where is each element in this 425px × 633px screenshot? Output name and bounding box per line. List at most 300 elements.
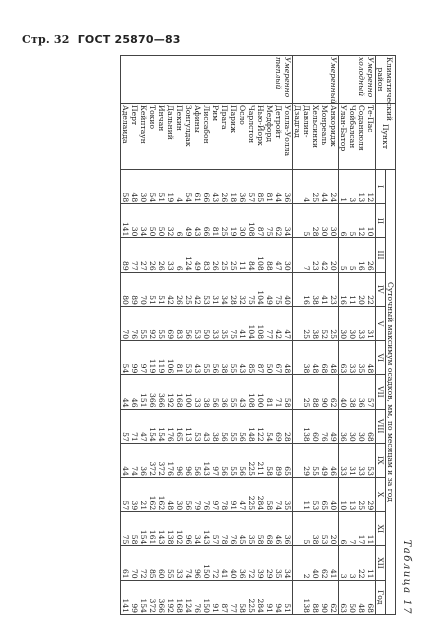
value-cell: 49 [184,226,193,237]
value-cell: 192 [166,393,175,408]
value-column [339,170,376,204]
value-cell: 60 [311,432,320,442]
value-cell: 34 [283,568,292,579]
value-cell: 85 [148,568,157,579]
value-cell: 55 [229,466,238,476]
value-cell: 38 [220,363,229,374]
value-cell: 61 [121,568,130,579]
table-row [293,56,339,615]
point-name: Афины [193,105,202,133]
value-cell: 47 [283,329,292,340]
value-cell: 56 [238,432,247,442]
value-cell: 62 [274,226,283,237]
value-column [293,409,339,443]
value-cell: 38 [348,397,357,408]
value-cell: 75 [229,329,238,340]
value-cell: 20 [329,260,338,271]
value-cell: 43 [211,192,220,203]
value-cell: 56 [184,329,193,340]
value-cell: 68 [366,603,375,613]
value-cell: 106 [166,358,175,374]
value-cell: 63 [339,603,348,613]
point-name: Аделаида [121,105,130,144]
value-cell: 50 [348,603,357,613]
value-cell: 51 [157,295,166,305]
point-name: Улан-Батор [339,105,348,152]
value-cell: 30 [329,226,338,237]
value-cell: 62 [329,397,338,408]
point-name: Нью-Йорк [256,105,265,146]
value-cell: 25 [357,500,366,511]
value-cell: 65 [320,500,329,511]
value-cell: 42 [166,295,175,305]
value-cell: 12 [357,226,366,237]
value-cell: 57 [366,397,375,408]
value-cell: 100 [256,393,265,408]
value-cell: 25 [302,397,311,408]
value-cell: 19 [166,192,175,203]
value-cell: 20 [329,534,338,545]
value-cell: 81 [211,226,220,237]
value-cell: 85 [247,363,256,374]
value-cell: 11 [348,295,357,305]
value-cell: 30 [339,329,348,340]
value-cell: 53 [202,295,211,305]
value-cell: 61 [193,192,202,203]
header-point: Пункт [376,104,396,170]
value-cell: 29 [302,466,311,476]
value-cell: 41 [329,568,338,579]
value-cell: 6 [175,231,184,237]
month-header: II [376,204,386,238]
value-cell: 372 [148,598,157,613]
point-name: Зонгулдак [184,105,193,147]
value-cell: 70 [130,568,139,579]
value-cell: 35 [220,329,229,340]
value-cell: 91 [229,500,238,511]
value-cell: 92 [148,329,157,340]
value-cell: 165 [175,427,184,442]
value-cell: 25 [302,329,311,340]
page-header [22,33,181,46]
value-cell: 168 [175,598,184,613]
value-cell: 54 [148,192,157,203]
value-cell: 16 [339,295,348,305]
value-cell: 36 [357,397,366,408]
value-cell: 138 [302,598,311,613]
value-cell: 211 [256,461,265,476]
value-cell: 192 [166,598,175,613]
point-name: Давлин-Дзадгад [293,105,311,138]
value-cell: 122 [256,427,265,442]
climate-zone: Умеренно холодный [339,56,376,104]
precipitation-table [120,55,396,615]
value-cell: 29 [265,568,274,579]
value-cell: 43 [193,363,202,374]
value-cell: 85 [256,192,265,203]
value-cell: 119 [157,358,166,374]
value-column [121,272,293,306]
value-cell: 25 [220,260,229,271]
value-cell: 372 [148,461,157,476]
value-cell: 30 [139,192,148,203]
value-cell: 102 [175,529,184,545]
value-cell: 96 [184,466,193,476]
value-cell: 25 [229,260,238,271]
value-cell: 33 [357,466,366,476]
value-cell: 89 [274,466,283,476]
header-group: Суточный максимум осадков, мм, по месяцам и за год [386,170,396,615]
value-cell: 84 [247,260,256,271]
value-column [293,512,339,546]
value-cell: 55 [157,329,166,340]
value-cell: 30 [357,432,366,442]
point-name: Пекин [175,105,184,131]
point-list [339,104,376,170]
value-cell: 40 [283,295,292,305]
value-column [339,204,376,238]
value-cell: 143 [202,529,211,545]
value-cell: 54 [265,432,274,442]
value-cell: 91 [211,603,220,613]
value-cell: 56 [220,432,229,442]
value-cell: 36 [139,466,148,476]
value-cell: 56 [184,500,193,511]
value-cell: 46 [329,466,338,476]
value-cell: 55 [139,329,148,340]
value-cell: 40 [329,500,338,511]
value-cell: 88 [265,260,274,271]
value-column [339,512,376,546]
value-cell: 108 [256,256,265,271]
value-cell: 38 [302,363,311,374]
value-cell: 48 [329,363,338,374]
value-cell: 97 [211,500,220,511]
value-cell: 56 [211,397,220,408]
value-cell: 51 [157,192,166,203]
value-cell: 108 [256,324,265,340]
value-cell: 99 [130,363,139,374]
month-header: XI [376,512,386,546]
value-cell: 104 [256,290,265,305]
point-name: Чарлстон [247,105,256,144]
value-cell: 66 [202,226,211,237]
point-name: Прага [220,105,229,130]
value-cell: 7 [348,539,357,545]
value-cell: 89 [121,260,130,271]
value-cell: 284 [256,495,265,511]
value-cell: 55 [202,363,211,374]
value-cell: 5 [302,231,311,237]
value-cell: 55 [229,363,238,374]
value-cell: 81 [175,363,184,374]
point-name: Кейптаун [139,105,148,144]
standard-code: ГОСТ 25870—83 [77,33,181,46]
point-name: Инчан [157,105,166,132]
value-cell: 33 [211,329,220,340]
value-cell: 72 [211,568,220,579]
value-cell: 50 [148,226,157,237]
value-cell: 88 [311,397,320,408]
value-column [293,443,339,477]
point-name: Осло [238,105,247,125]
value-cell: 284 [256,598,265,613]
value-cell: 366 [148,393,157,408]
value-cell: 36 [283,534,292,545]
value-cell: 81 [265,192,274,203]
value-cell: 70 [139,295,148,305]
point-name: Дальний [166,105,175,140]
point-name: Чойбалсан [348,105,357,149]
value-cell: 71 [274,397,283,408]
value-cell: 57 [121,432,130,442]
value-cell: 366 [157,598,166,613]
point-name: Детройт [274,105,283,139]
value-cell: 79 [193,500,202,511]
value-cell: 4 [302,197,311,203]
value-cell: 26 [157,260,166,271]
value-column [121,443,293,477]
month-header: XII [376,546,386,580]
point-name: Те-Пас [366,105,375,133]
value-cell: 48 [130,192,139,203]
value-cell: 63 [339,363,348,374]
value-cell: 225 [247,598,256,613]
value-cell: 75 [247,295,256,305]
point-name: Медфорд [265,105,274,142]
value-cell: 11 [366,534,375,545]
value-column [121,341,293,375]
value-cell: 76 [202,500,211,511]
value-cell: 53 [184,363,193,374]
value-cell: 36 [238,192,247,203]
value-cell: 76 [229,534,238,545]
value-cell: 70 [121,329,130,340]
value-column [121,306,293,340]
value-column [121,546,293,580]
value-column [339,341,376,375]
value-cell: 67 [274,363,283,374]
value-cell: 30 [283,260,292,271]
value-cell: 25 [311,192,320,203]
value-cell: 26 [175,295,184,305]
value-cell: 89 [130,295,139,305]
value-cell: 71 [130,432,139,442]
value-column [339,477,376,511]
value-cell: 58 [283,397,292,408]
value-cell: 83 [202,260,211,271]
value-cell: 23 [311,260,320,271]
value-cell: 38 [202,397,211,408]
value-cell: 7 [302,265,311,271]
value-column [339,238,376,272]
value-cell: 34 [139,226,148,237]
month-header: VII [376,375,386,409]
month-header: VIII [376,409,386,443]
value-cell: 69 [166,329,175,340]
value-cell: 13 [357,192,366,203]
value-column [121,375,293,409]
value-cell: 124 [184,256,193,271]
value-column [121,409,293,443]
value-cell: 35 [274,568,283,579]
point-name: Париж [229,105,238,134]
point-name: Рим [211,105,220,122]
value-cell: 154 [148,427,157,442]
value-cell: 12 [366,192,375,203]
value-column [121,238,293,272]
value-cell: 53 [193,432,202,442]
value-column [339,272,376,306]
value-cell: 26 [148,260,157,271]
value-cell: 3 [348,197,357,203]
month-header: VI [376,341,386,375]
month-header: IV [376,272,386,306]
value-cell: 43 [193,226,202,237]
value-cell: 97 [211,466,220,476]
value-cell: 25 [220,226,229,237]
value-cell: 75 [274,295,283,305]
value-cell: 38 [311,329,320,340]
value-cell: 35 [247,534,256,545]
value-column [293,477,339,511]
point-name: Анкоридж [329,105,338,147]
value-cell: 18 [229,192,238,203]
value-cell: 62 [329,603,338,613]
value-cell: 65 [283,466,292,476]
value-cell: 53 [366,466,375,476]
value-column [293,170,339,204]
value-cell: 62 [320,568,329,579]
value-cell: 35 [357,363,366,374]
value-cell: 53 [320,534,329,545]
value-cell: 38 [311,534,320,545]
value-cell: 150 [202,564,211,579]
value-cell: 78 [220,500,229,511]
point-name: Монреаль [320,105,329,146]
value-cell: 6 [339,231,348,237]
table-body [121,56,376,615]
value-cell: 162 [157,495,166,511]
value-cell: 154 [139,598,148,613]
value-cell: 44 [121,466,130,476]
value-cell: 57 [211,534,220,545]
value-column [293,204,339,238]
value-cell: 108 [247,393,256,408]
value-column [339,546,376,580]
value-cell: 48 [357,603,366,613]
value-cell: 50 [202,329,211,340]
value-cell: 38 [311,295,320,305]
value-cell: 43 [238,363,247,374]
month-header: V [376,306,386,340]
climate-zone: Умеренно теплый [121,56,293,104]
value-cell: 104 [247,324,256,340]
value-cell: 3 [348,573,357,579]
month-header: Год [376,580,386,614]
value-column [293,238,339,272]
value-cell: 28 [229,295,238,305]
value-cell: 42 [274,329,283,340]
value-cell: 60 [157,568,166,579]
value-cell: 11 [302,500,311,511]
value-cell: 176 [166,427,175,442]
value-cell: 143 [202,461,211,476]
value-cell: 90 [320,397,329,408]
value-cell: 29 [366,500,375,511]
value-cell: 58 [238,603,247,613]
value-cell: 74 [184,568,193,579]
value-cell: 51 [148,295,157,305]
value-cell: 55 [229,432,238,442]
value-cell: 22 [366,295,375,305]
value-cell: 52 [320,329,329,340]
point-name: Лиссабон [202,105,211,144]
month-header: X [376,477,386,511]
value-cell: 58 [256,534,265,545]
value-cell: 72 [247,568,256,579]
value-cell: 3 [339,573,348,579]
value-cell: 78 [220,534,229,545]
value-cell: 25 [184,295,193,305]
value-cell: 26 [366,260,375,271]
value-column [339,443,376,477]
value-cell: 48 [311,363,320,374]
value-cell: 24 [329,192,338,203]
page-number: Стр. 32 [22,33,70,46]
value-cell: 2 [302,573,311,579]
value-column [339,375,376,409]
value-cell: 97 [139,363,148,374]
value-cell: 30 [238,226,247,237]
value-cell: 11 [366,568,375,579]
value-cell: 75 [121,534,130,545]
value-cell: 154 [157,427,166,442]
value-cell: 225 [247,495,256,511]
value-cell: 17 [357,534,366,545]
value-cell: 30 [348,432,357,442]
value-cell: 56 [193,466,202,476]
value-cell: 30 [348,329,357,340]
value-cell: 50 [157,226,166,237]
value-cell: 16 [302,295,311,305]
value-cell: 96 [193,568,202,579]
value-cell: 74 [274,500,283,511]
value-cell: 5 [339,265,348,271]
value-cell: 161 [148,529,157,545]
value-cell: 44 [320,192,329,203]
value-cell: 34 [283,226,292,237]
value-cell: 23 [329,295,338,305]
month-header: IX [376,443,386,477]
value-column [293,341,339,375]
value-cell: 30 [130,226,139,237]
value-cell: 56 [238,466,247,476]
value-cell: 372 [157,461,166,476]
point-name: Соданкюля [357,105,366,151]
value-cell: 72 [139,568,148,579]
value-cell: 150 [202,598,211,613]
value-cell: 87 [220,603,229,613]
value-cell: 53 [311,500,320,511]
value-cell: 57 [247,192,256,203]
value-cell: 36 [220,397,229,408]
value-cell: 68 [366,432,375,442]
value-cell: 33 [166,260,175,271]
value-cell: 33 [175,568,184,579]
value-cell: 55 [311,466,320,476]
point-name: Перт [130,105,139,126]
